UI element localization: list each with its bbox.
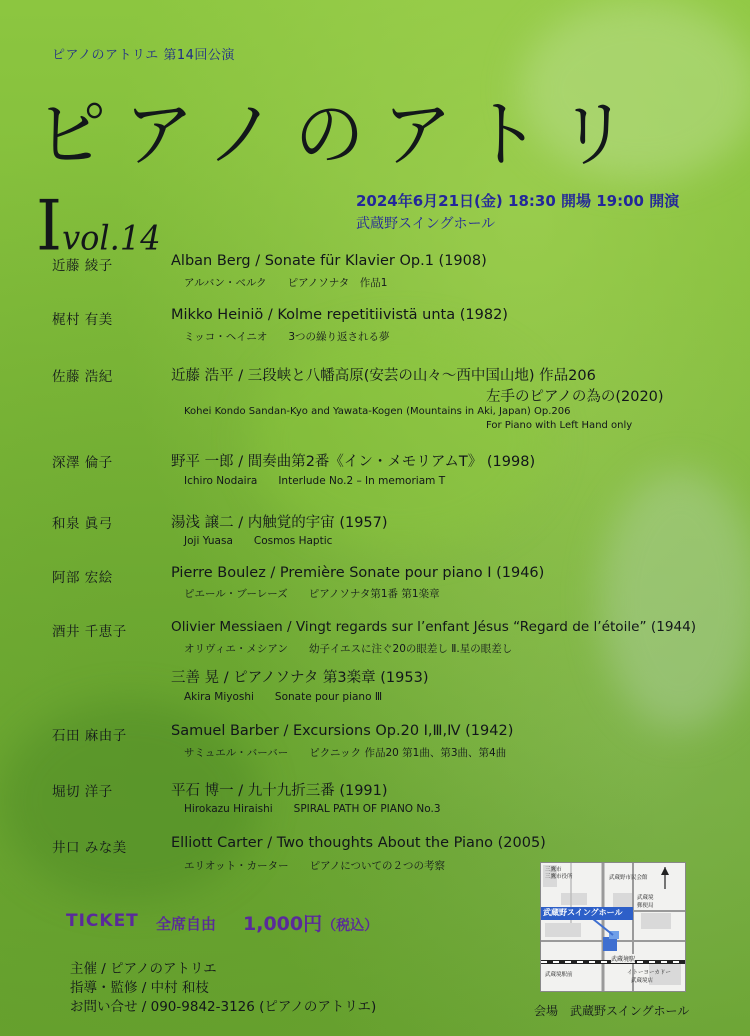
piece-subtitle-line2: For Piano with Left Hand only xyxy=(486,420,633,431)
organizer: 主催 / ピアノのアトリエ xyxy=(70,961,217,977)
performer-name: 梶村 有美 xyxy=(52,312,113,328)
poster-subtitle: ピアノのアトリエ 第14回公演 xyxy=(52,48,235,63)
piece-title: 湯浅 譲二 / 内触覚的宇宙 (1957) xyxy=(171,515,388,531)
piece-title: Elliott Carter / Two thoughts About the Piano (2005) xyxy=(171,835,546,851)
performer-name: 近藤 綾子 xyxy=(52,258,113,274)
ticket-tax: （税込） xyxy=(322,918,379,934)
map-caption: 会場 武蔵野スイングホール xyxy=(534,1004,690,1018)
concert-date xyxy=(356,190,679,211)
piece-subtitle: Joji Yuasa Cosmos Haptic xyxy=(184,535,333,547)
open-time: 18:30 開場 xyxy=(508,192,591,210)
performer-name: 酒井 千恵子 xyxy=(52,624,127,640)
date: 2024年6月21日(金) xyxy=(356,192,503,210)
piece-title: Alban Berg / Sonate für Klavier Op.1 (1908) xyxy=(171,253,487,269)
piece-subtitle: エリオット・カーター ピアノについての２つの考察 xyxy=(184,860,446,872)
performer-name: 石田 麻由子 xyxy=(52,728,127,744)
map-label: イトーヨーカドー xyxy=(627,970,671,976)
start-time: 19:00 開演 xyxy=(596,192,680,210)
piece-subtitle: サミュエル・バーバー ピクニック 作品20 第1曲、第3曲、第4曲 xyxy=(184,747,507,759)
piece-subtitle: ピエール・ブーレーズ ピアノソナタ第1番 第1楽章 xyxy=(184,588,440,600)
piece-title-line2: 左手のピアノの為の(2020) xyxy=(486,389,664,405)
bg-blob xyxy=(600,470,750,730)
performer-name: 佐藤 浩紀 xyxy=(52,369,113,385)
performer-name: 堀切 洋子 xyxy=(52,784,113,800)
title-roman: Ⅰ xyxy=(36,185,63,267)
ticket-label: TICKET xyxy=(66,911,139,931)
performer-name: 和泉 眞弓 xyxy=(52,516,113,532)
piece-title: 近藤 浩平 / 三段峡と八幡高原(安芸の山々～西中国山地) 作品206 xyxy=(171,368,596,384)
performer-name: 井口 みな美 xyxy=(52,840,127,856)
ticket-price xyxy=(243,909,378,936)
map-label: 三鷹市 xyxy=(545,867,562,873)
piece-title: Mikko Heiniö / Kolme repetitiivistä unta (1982) xyxy=(171,307,508,323)
director: 指導・監修 / 中村 和枝 xyxy=(70,980,209,996)
piece-subtitle: Hirokazu Hiraishi SPIRAL PATH OF PIANO No.3 xyxy=(184,803,441,815)
piece-subtitle: Kohei Kondo Sandan-Kyo and Yawata-Kogen (Mountains in Aki, Japan) Op.206 xyxy=(184,406,571,417)
piece-subtitle-second: Akira Miyoshi Sonate pour piano Ⅲ xyxy=(184,691,383,703)
map-label: 郵便局 xyxy=(637,903,654,909)
performer-name: 阿部 宏絵 xyxy=(52,570,113,586)
concert-venue: 武蔵野スイングホール xyxy=(356,216,496,232)
map-label: 武蔵境駅前 xyxy=(545,972,573,978)
contact: お問い合せ / 090-9842-3126 (ピアノのアトリエ) xyxy=(70,999,377,1015)
poster-title xyxy=(36,75,750,267)
map-label: 武蔵境店 xyxy=(631,978,654,984)
piece-title: Pierre Boulez / Première Sonate pour piano Ⅰ (1946) xyxy=(171,565,545,581)
piece-title-second: 三善 晃 / ピアノソナタ 第3楽章 (1953) xyxy=(171,670,429,686)
map-label: 武蔵野市民会館 xyxy=(609,875,648,881)
piece-subtitle: Ichiro Nodaira Interlude No.2 – In memoriam T xyxy=(184,475,446,487)
piece-title: Samuel Barber / Excursions Op.20 Ⅰ,Ⅲ,Ⅳ (1942) xyxy=(171,723,514,739)
map-hall-label: 武蔵野スイングホール xyxy=(543,908,623,917)
ticket-seating: 全席自由 xyxy=(156,915,217,933)
venue-map xyxy=(540,862,686,992)
title-main: ピアノのアトリ xyxy=(36,91,647,178)
map-station-label: 武蔵境駅 xyxy=(611,956,636,963)
piece-title: Olivier Messiaen / Vingt regards sur l’enfant Jésus “Regard de l’étoile” (1944) xyxy=(171,619,697,635)
piece-subtitle: アルバン・ベルク ピアノソナタ 作品1 xyxy=(184,277,388,289)
map-label: 三鷹市役所 xyxy=(545,874,573,880)
map-label: 武蔵境 xyxy=(637,895,654,901)
piece-subtitle: オリヴィエ・メシアン 幼子イエスに注ぐ20の眼差し Ⅱ.星の眼差し xyxy=(184,643,513,655)
title-volume: vol.14 xyxy=(62,218,161,259)
piece-title: 平石 博一 / 九十九折三番 (1991) xyxy=(171,783,388,799)
ticket-price-value: 1,000円 xyxy=(243,913,323,935)
performer-name: 深澤 倫子 xyxy=(52,455,113,471)
piece-subtitle: ミッコ・ヘイニオ 3つの繰り返される夢 xyxy=(184,331,390,343)
piece-title: 野平 一郎 / 間奏曲第2番《イン・メモリアムT》 (1998) xyxy=(171,454,536,470)
